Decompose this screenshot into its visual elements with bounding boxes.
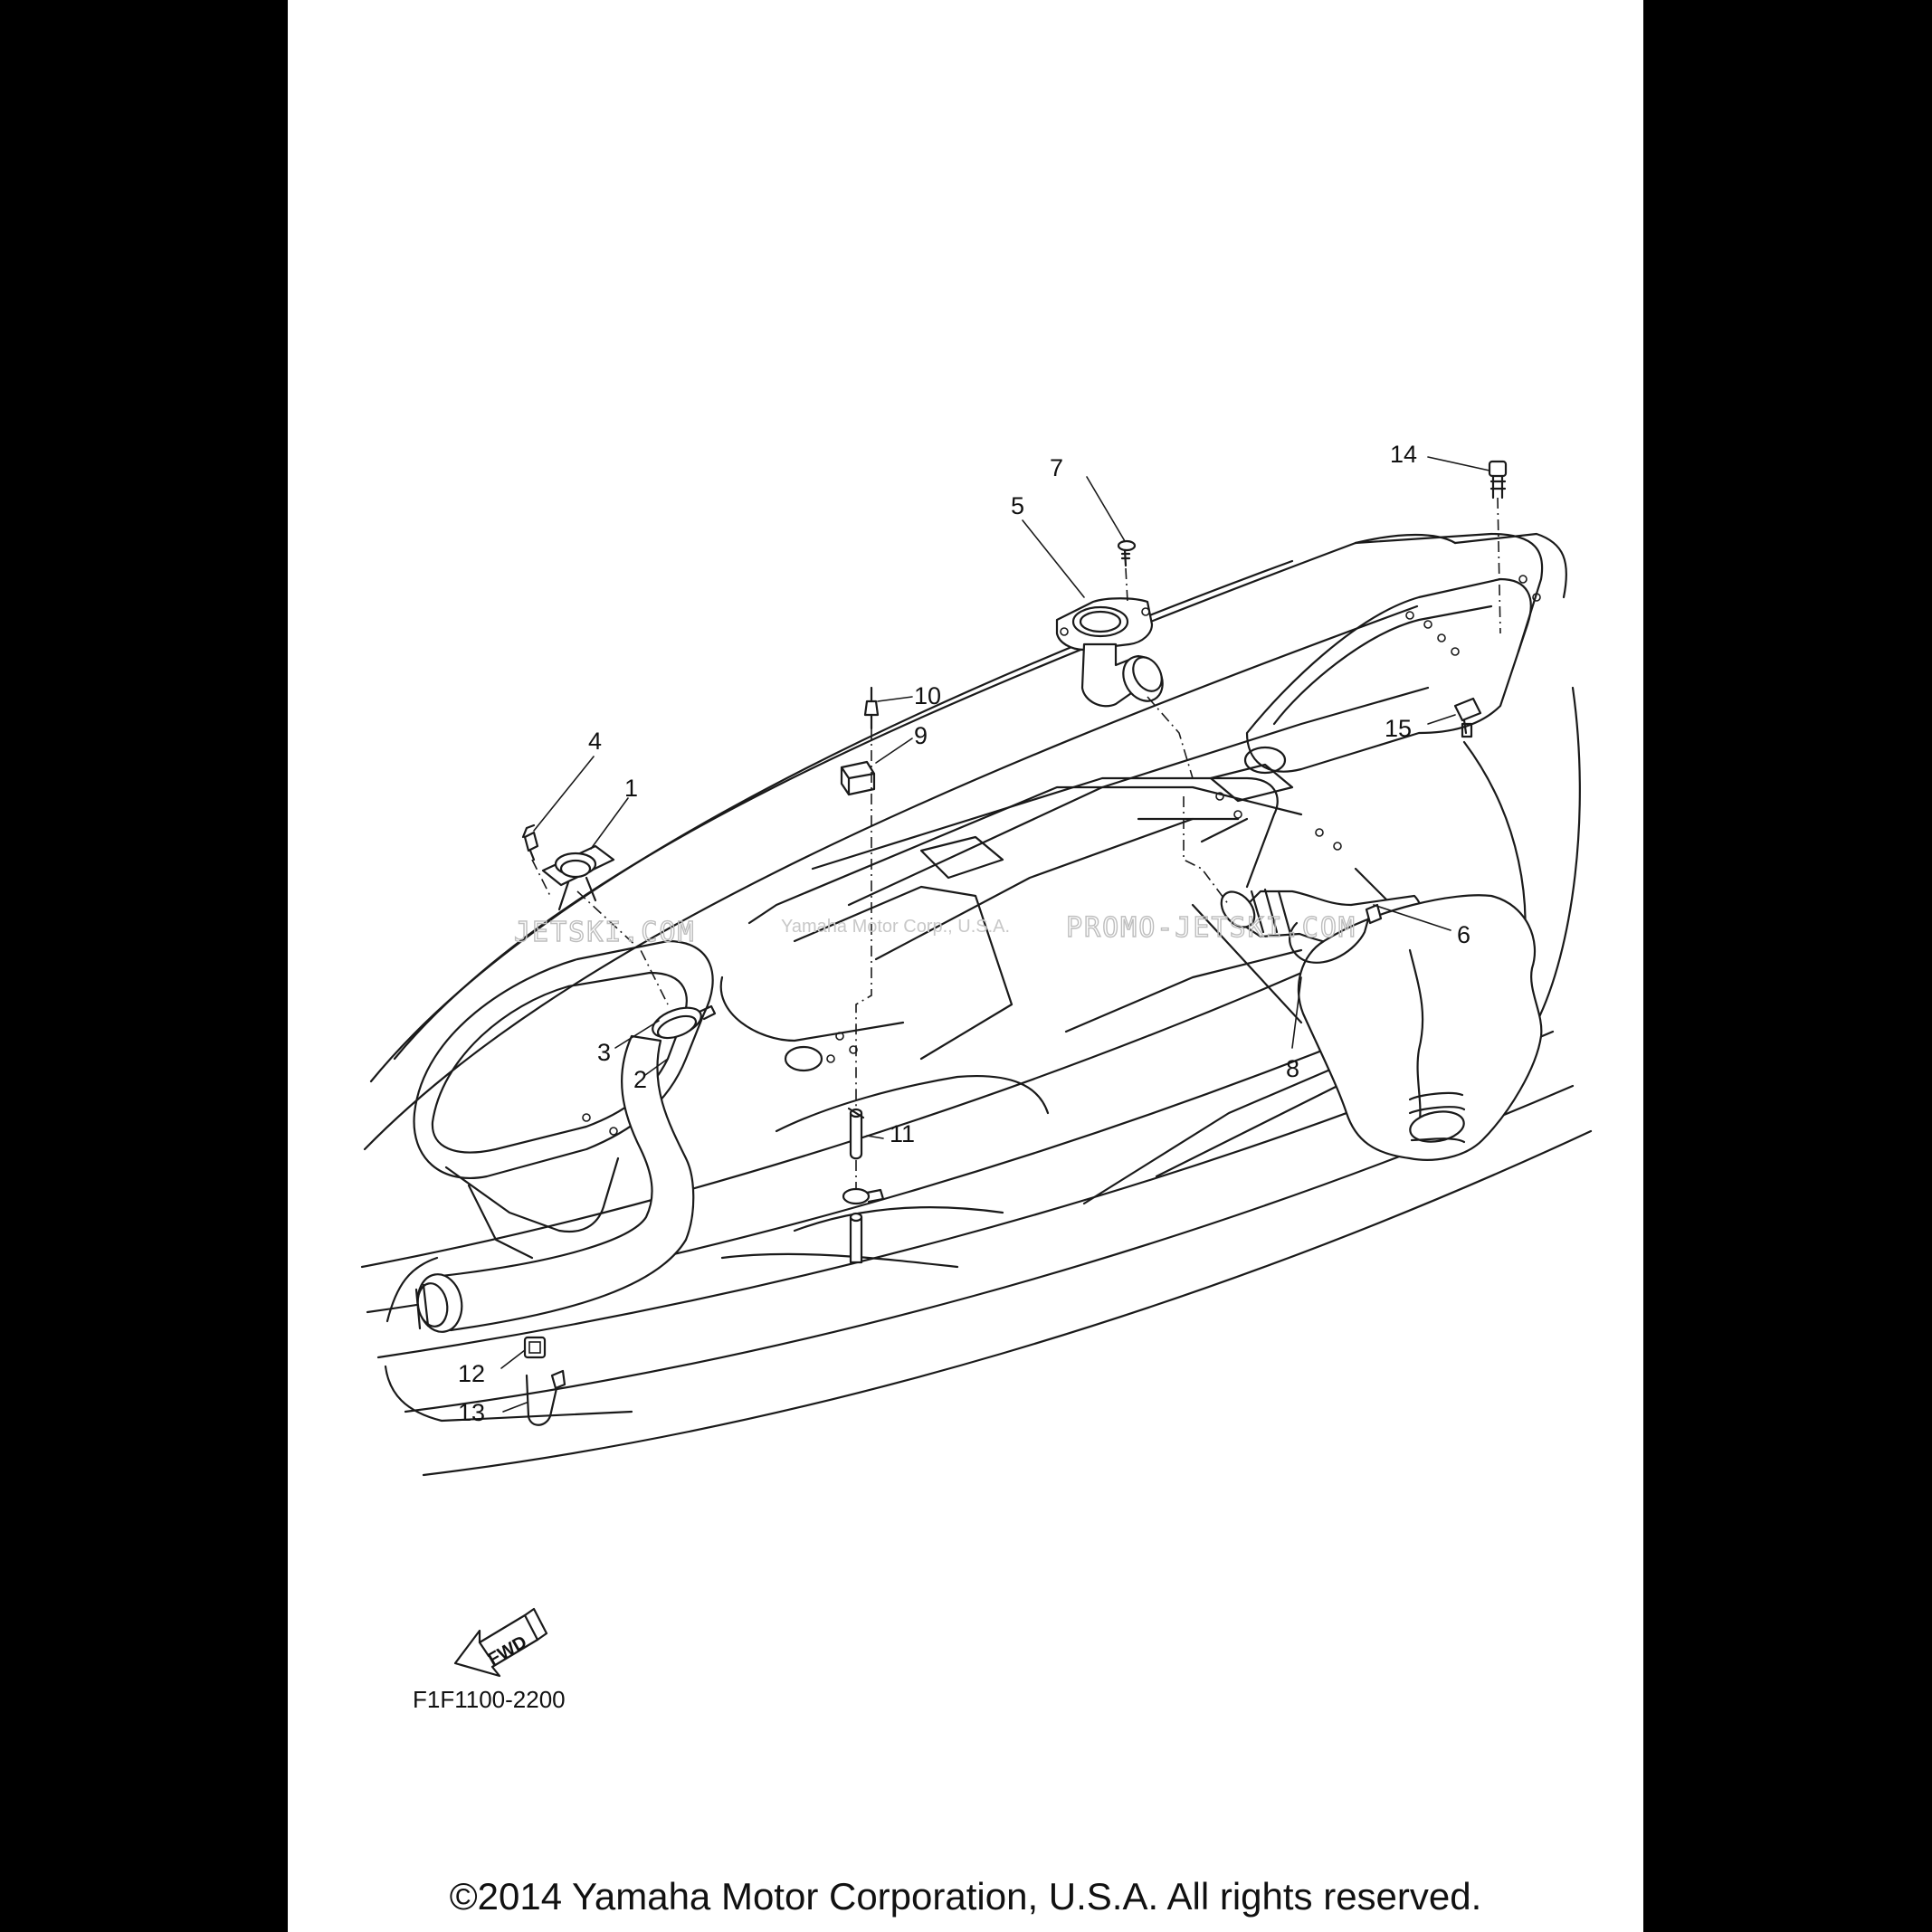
- callout-9: 9: [914, 722, 928, 749]
- copyright-notice: ©2014 Yamaha Motor Corporation, U.S.A. All rights reserved.: [449, 1875, 1482, 1918]
- callout-15: 15: [1385, 715, 1413, 742]
- callout-8: 8: [1286, 1055, 1300, 1082]
- callout-2: 2: [633, 1066, 648, 1093]
- part-11-drain-tube: [843, 1109, 883, 1262]
- callout-1: 1: [624, 775, 639, 802]
- callout-12: 12: [458, 1360, 486, 1387]
- watermark-left: JETSKI.COM: [514, 917, 696, 948]
- part-3-hose-band: [649, 1002, 715, 1042]
- watermark-right: PROMO-JETSKI.COM: [1066, 912, 1356, 944]
- diagram-sheet: [288, 0, 1643, 1932]
- watermark: [514, 912, 1356, 948]
- part-15-clip: [1455, 699, 1480, 737]
- exploded-parts-diagram: [288, 0, 1643, 1932]
- fwd-arrow-icon: [455, 1609, 547, 1676]
- part-code: F1F1100-2200: [413, 1686, 566, 1713]
- part-4-rivet: [523, 825, 538, 860]
- part-14-bolt: [1489, 462, 1506, 498]
- part-9-damper: [842, 762, 874, 795]
- callout-10: 10: [914, 682, 942, 709]
- part-12-clip: [525, 1337, 545, 1357]
- part-7-screw: [1118, 541, 1135, 566]
- callout-13: 13: [458, 1399, 486, 1426]
- callout-4: 4: [588, 728, 603, 755]
- watermark-mid: Yamaha Motor Corp., U.S.A.: [781, 917, 1011, 937]
- callout-6: 6: [1457, 921, 1471, 948]
- part-10-rivet: [865, 688, 878, 728]
- callout-14: 14: [1390, 441, 1418, 468]
- callout-3: 3: [597, 1039, 612, 1066]
- callout-7: 7: [1050, 454, 1064, 481]
- fwd-label: FWD: [484, 1632, 531, 1670]
- callout-11: 11: [890, 1120, 916, 1147]
- part-2-intake-hose: [414, 1036, 693, 1336]
- callout-5: 5: [1011, 492, 1025, 519]
